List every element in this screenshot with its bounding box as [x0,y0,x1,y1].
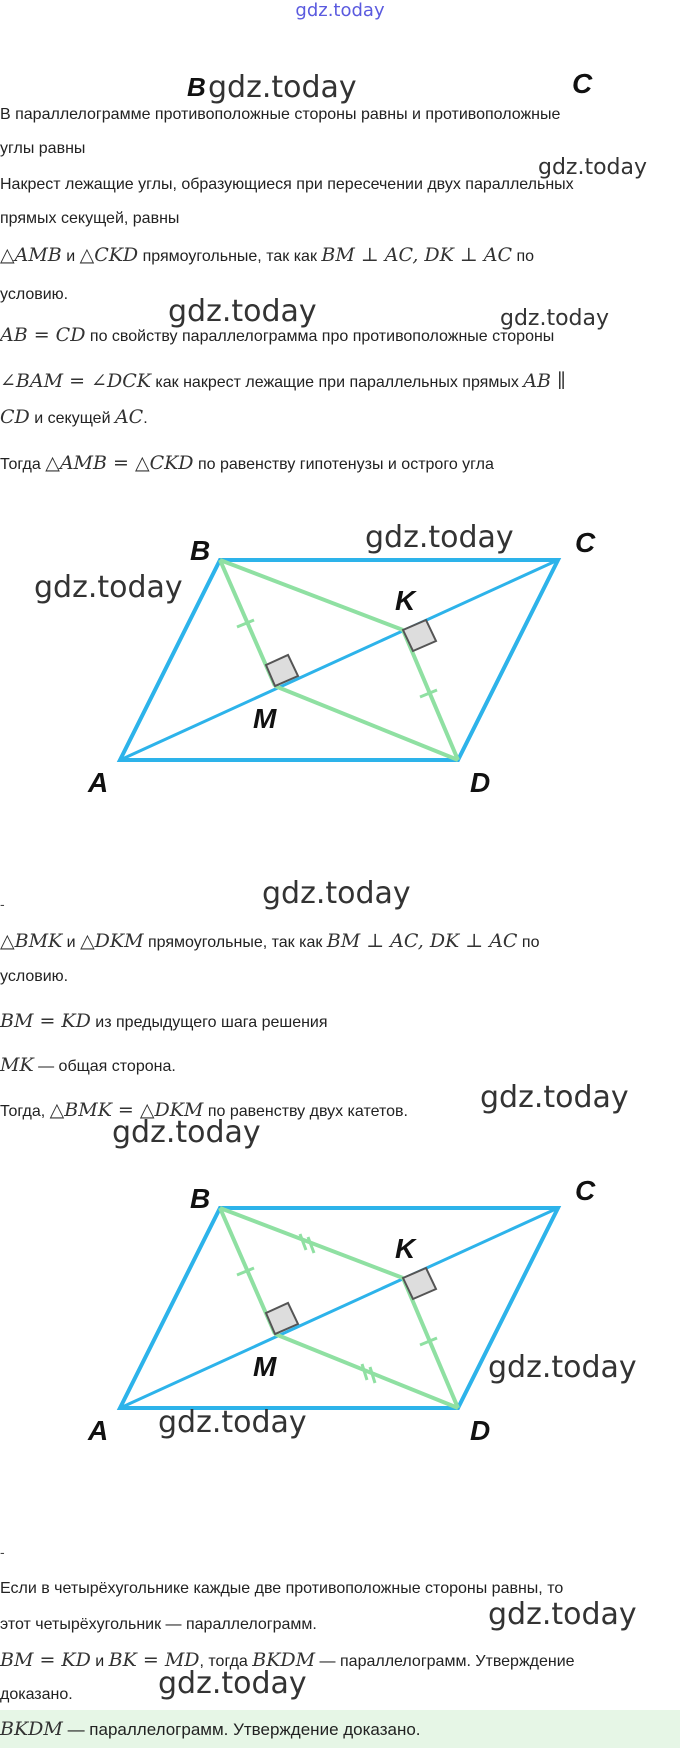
vertex-label-c: C [575,527,596,558]
separator-dash: - [0,1544,5,1560]
watermark: gdz.today [365,520,514,555]
text-line: условию. [0,968,69,985]
watermark: gdz.today [488,1597,637,1632]
watermark: gdz.today [158,1405,307,1440]
text-line: CD и секущей AC. [0,406,148,428]
text-line: △AMB и △CKD прямоугольные, так как BM ⊥ AC, DK ⊥ AC по [0,244,535,266]
answer-math: BKDM [0,1718,63,1740]
watermark: gdz.today [158,1666,307,1701]
vertex-label-a: A [88,1415,109,1446]
text-line: Тогда, △BMK = △DKM по равенству двух катетов. [0,1099,408,1121]
watermark: gdz.today [262,876,411,911]
watermark: gdz.today [500,306,610,331]
answer-box [0,1710,680,1748]
text-line: BM = KD и BK = MD, тогда BKDM — параллелограмм. Утверждение [0,1649,575,1671]
vertex-label-b: B [190,535,211,566]
text-line: MK — общая сторона. [0,1054,176,1076]
text-line: Тогда △AMB = △CKD по равенству гипотенузы и острого угла [0,452,494,474]
top-watermark: gdz.today [295,0,385,21]
watermark: gdz.today [480,1080,629,1115]
text-line: BM = KD из предыдущего шага решения [0,1010,328,1032]
text-line: этот четырёхугольник — параллелограмм. [0,1616,317,1633]
vertex-label-a: A [88,767,109,798]
separator-dash: - [0,896,5,912]
parallelogram-figure-2 [0,1170,680,1450]
text-line: Если в четырёхугольнике каждые две противоположные стороны равны, то [0,1580,564,1597]
text-line: ∠BAM = ∠DCK как накрест лежащие при параллельных прямых AB ∥ [0,370,566,392]
watermark: gdz.today [34,570,183,605]
watermark: gdz.today [208,70,357,105]
top-label-c: C [572,68,593,99]
answer-text: — параллелограмм. Утверждение доказано. [62,1720,421,1739]
vertex-label-d: D [470,1415,491,1446]
text-line: углы равны [0,140,86,157]
watermark: gdz.today [112,1115,261,1150]
text-line: AB = CD по свойству параллелограмма про противоположные стороны [0,324,555,346]
vertex-label-b: B [190,1183,211,1214]
vertex-label-m: M [253,703,277,734]
parallelogram-figure-1 [0,520,680,800]
text-line: В параллелограмме противоположные стороны равны и противоположные [0,106,561,123]
vertex-label-m: M [253,1351,277,1382]
text-line: условию. [0,286,69,303]
vertex-label-k: K [395,1233,416,1264]
watermark: gdz.today [168,294,317,329]
watermark: gdz.today [538,155,648,180]
text-line: △BMK и △DKM прямоугольные, так как BM ⊥ AC, DK ⊥ AC по [0,930,540,952]
vertex-label-k: K [395,585,416,616]
diagonal-ac [120,560,558,760]
text-line: прямых секущей, равны [0,210,180,227]
watermark: gdz.today [488,1350,637,1385]
vertex-label-d: D [470,767,491,798]
text-line: доказано. [0,1686,73,1703]
top-label-b: B [187,72,206,102]
text-line: Накрест лежащие углы, образующиеся при пересечении двух параллельных [0,176,574,193]
vertex-label-c: C [575,1175,596,1206]
